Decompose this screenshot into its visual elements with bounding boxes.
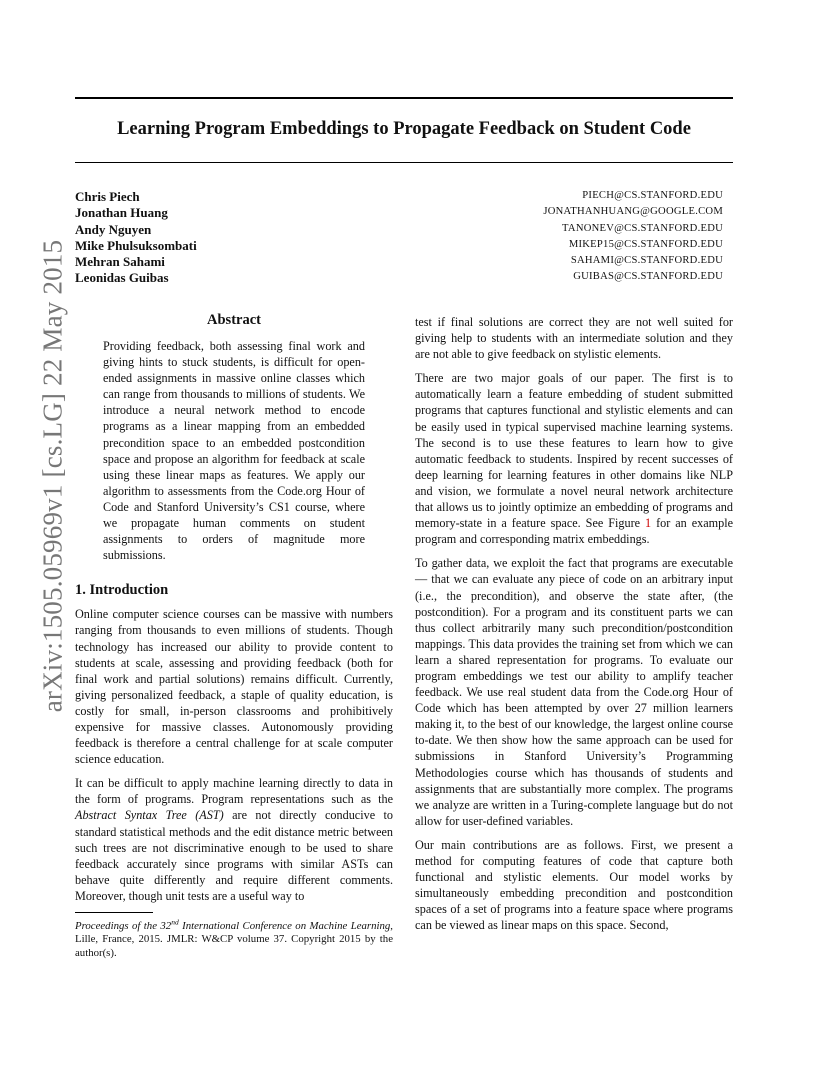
author-email: SAHAMI@CS.STANFORD.EDU — [570, 255, 723, 267]
author-name: Mike Phulsuksombati — [75, 237, 197, 253]
title-bottom-rule — [75, 162, 733, 163]
body-paragraph: To gather data, we exploit the fact that programs are executable — that we can evaluate any piece of code on an arbitrary input (i.e., the precondition), and observe the state after, (the postcondition). For a program and its constituent parts we can thus collect arbitrarily many such precondition/postcondition mappings. This data provides the training set from which we can learn a shared representation for programs. To evaluate our program embeddings we test our ability to amplify teacher feedback. We use real student data from the Code.org Hour of Code which has been attempted by over 27 million learners making it, to the best of our knowledge, the largest online course to-date. We then show how the same approach can be used for submissions in Stanford University’s Programming Methodologies course which has thousands of students and assignments that are substantially more complex. The programs we analyze are written in a Turing-complete language but do not allow for user-defined variables. — [415, 556, 733, 828]
author-row — [75, 189, 733, 205]
abstract-body: Providing feedback, both assessing final work and giving hints to stuck students, is difficult for open-ended assignments in massive online classes which can range from thousands to millions of students. We introduce a neural network method to encode programs as a linear mapping from an embedded precondition space to an embedded postcondition space and propose an algorithm for feedback at scale using these linear maps as features. We apply our algorithm to assessments from the Code.org Hour of Code and Stanford University’s CS1 course, where we propagate human comments on student assignments to orders of magnitude more submissions. — [103, 339, 365, 563]
left-column — [75, 311, 393, 960]
arxiv-stamp: arXiv:1505.05969v1 [cs.LG] 22 May 2015 — [37, 239, 68, 713]
body-paragraph — [415, 370, 733, 547]
body-paragraph: Our main contributions are as follows. First, we present a method for computing features of code that capture both functional and stylistic elements. Our model works by simultaneously embedding precondition and postcondition spaces of a set of programs into a feature space where programs can be viewed as linear maps on this space. Second, — [415, 837, 733, 933]
author-name: Jonathan Huang — [75, 205, 168, 221]
author-name: Leonidas Guibas — [75, 270, 169, 286]
intro-paragraph — [75, 775, 393, 904]
author-row — [75, 238, 733, 254]
author-email: JONATHANHUANG@GOOGLE.COM — [543, 206, 723, 218]
author-row — [75, 205, 733, 221]
body-text: It can be difficult to apply machine learning directly to data in the form of programs. Program representations such as the — [75, 776, 393, 807]
footnote-text: International Conference on Machine Learning — [178, 920, 391, 932]
footnote-number: 32 — [160, 920, 172, 932]
title-top-rule — [75, 97, 733, 99]
author-name: Chris Piech — [75, 189, 140, 204]
author-row — [75, 222, 733, 238]
section-heading-introduction: 1. Introduction — [75, 582, 169, 599]
author-name: Andy Nguyen — [75, 221, 152, 237]
figure-1-link[interactable]: 1 — [645, 516, 652, 531]
body-text: for an example program and corresponding matrix embeddings. — [415, 516, 734, 547]
author-email: MIKEP15@CS.STANFORD.EDU — [568, 238, 723, 250]
author-email: GUIBAS@CS.STANFORD.EDU — [573, 271, 723, 283]
body-paragraph: test if final solutions are correct they are not well suited for giving help to students with an intermediate solution and they are not able to give feedback on stylistic elements. — [415, 315, 733, 362]
body-text: There are two major goals of our paper. The first is to automatically learn a feature embedding of student submitted programs that captures functional and stylistic elements and can be easily used in typical supervised machine learning systems. The second is to use these features to learn how to give automatic feedback to students. Inspired by recent successes of deep learning for learning features in other domains like NLP and vision, we formulate a novel neural network architecture that allows us to jointly optimize an embedding of programs and memory-state in a feature space. See Figure — [415, 371, 733, 531]
paper-title: Learning Program Embeddings to Propagate Feedback on Student Code — [117, 119, 691, 139]
footnote-text: Proceedings of the — [75, 920, 161, 932]
footnote — [75, 917, 393, 960]
abstract-heading: Abstract — [207, 312, 261, 328]
ast-term: Abstract Syntax Tree (AST) — [75, 808, 224, 823]
author-name: Mehran Sahami — [75, 254, 165, 270]
author-email: PIECH@CS.STANFORD.EDU — [582, 190, 723, 201]
right-column — [415, 314, 733, 941]
author-row — [75, 254, 733, 270]
footnote-rule — [75, 912, 153, 913]
footnote-text: , Lille, France, 2015. JMLR: W&CP volume 37. Copyright 2015 by the author(s). — [75, 920, 393, 959]
footnote-superscript: nd — [171, 917, 179, 927]
author-block — [75, 189, 733, 287]
body-text: are not directly conducive to standard statistical methods and the edit distance metric between such trees are not discriminative enough to be used to share feedback accurately since programs with similar ASTs can behave quite differently and require different comments. Moreover, though unit tests are a useful way to — [75, 808, 393, 903]
author-row — [75, 270, 733, 286]
author-email: TANONEV@CS.STANFORD.EDU — [562, 222, 723, 234]
intro-paragraph: Online computer science courses can be massive with numbers ranging from thousands to even millions of students. Though technology has increased our ability to provide content to students at scale, assessing and providing feedback (both for final work and partial solutions) remains difficult. Currently, giving personalized feedback, a staple of quality education, is costly for small, in-person classrooms and prohibitively expensive for massive classes. Autonomously providing feedback is therefore a central challenge for at scale computer science education. — [75, 607, 393, 767]
